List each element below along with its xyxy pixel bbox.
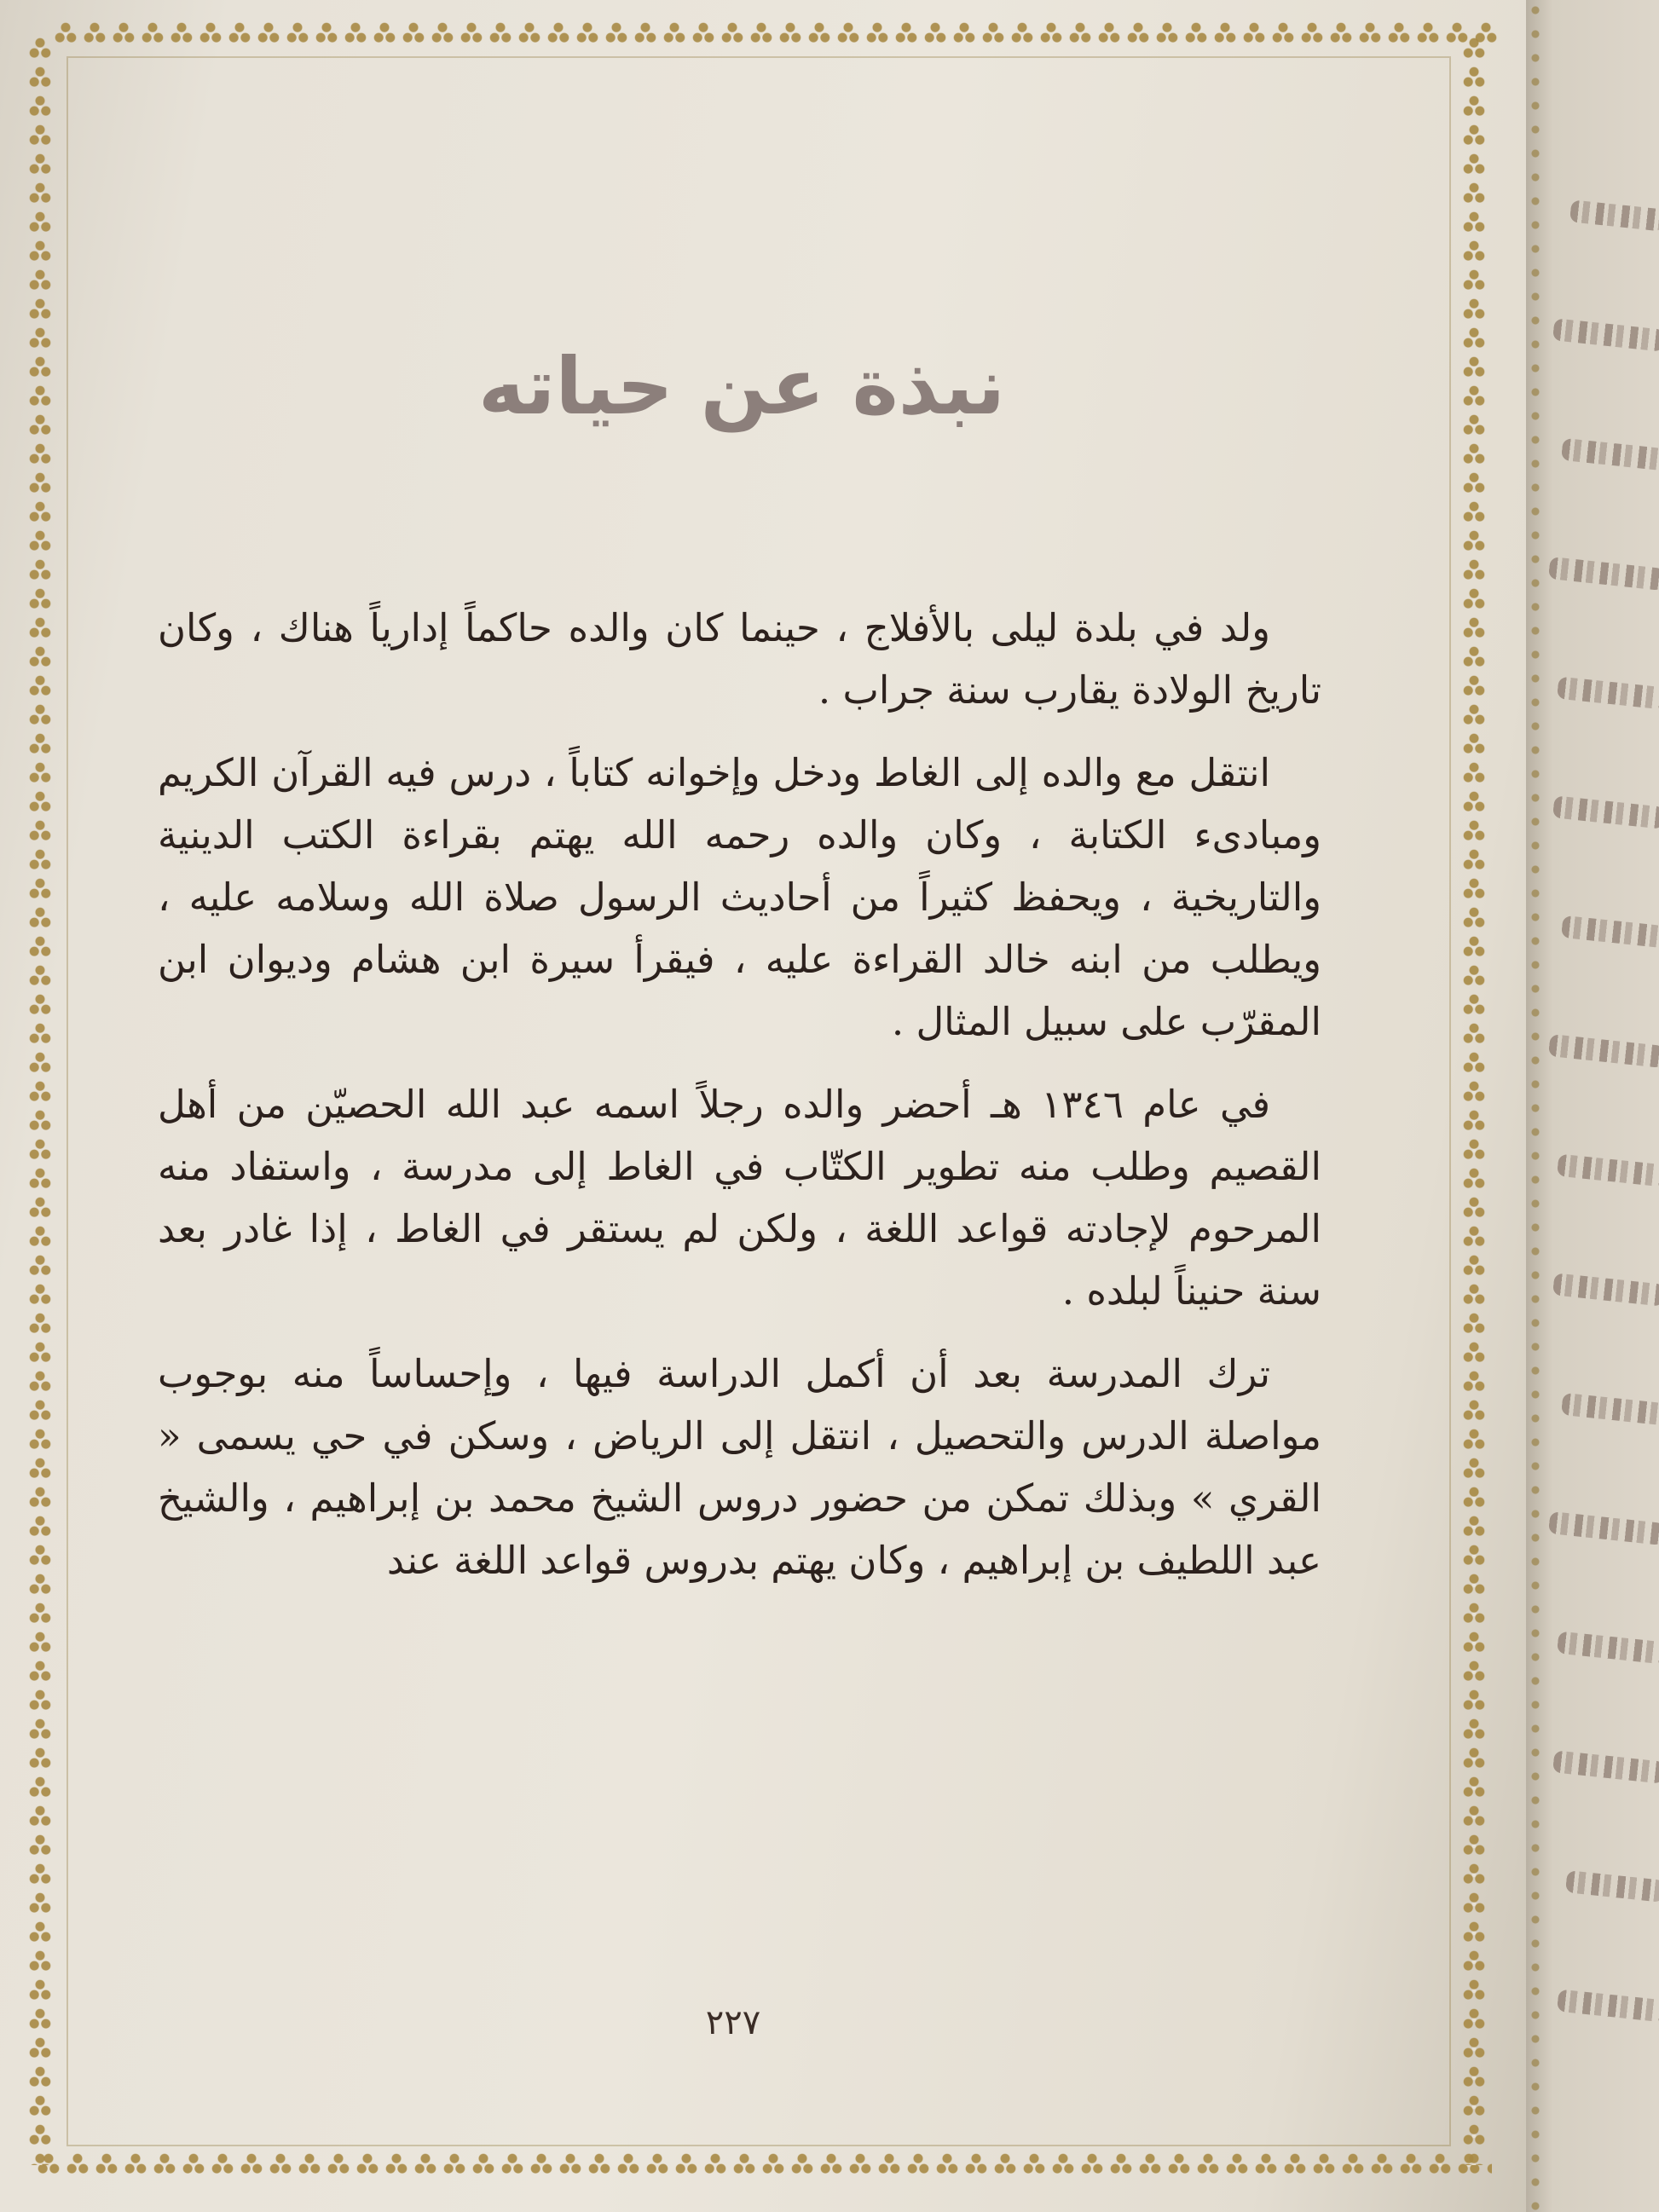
paragraph: ترك المدرسة بعد أن أكمل الدراسة فيها ، وإحساساً منه بوجوب مواصلة الدرس والتحصيل ، انتقل إلى الرياض ، وسكن في حي يسمى « القري » وبذلك تمكن من حضور دروس الشيخ محمد بن إبراهيم ، والشيخ عبد اللطيف بن إبراهيم ، وكان يهتم بدروس قواعد اللغة عند <box>158 1351 1321 1583</box>
adjacent-page-text-line <box>1552 318 1659 351</box>
ornamental-border-bottom <box>34 2150 1492 2179</box>
paragraph: ولد في بلدة ليلى بالأفلاج ، حينما كان والده حاكماً إدارياً هناك ، وكان تاريخ الولادة يقارب سنة جراب . <box>158 605 1321 713</box>
chapter-title: نبذة عن حياته <box>478 341 1005 432</box>
adjacent-page-text-line <box>1561 915 1659 948</box>
adjacent-page-text-line <box>1552 795 1659 829</box>
adjacent-page-text-line <box>1565 1870 1659 1903</box>
paragraph: في عام ١٣٤٦ هـ أحضر والده رجلاً اسمه عبد الله الحصيّن من أهل القصيم وطلب منه تطوير الكتّاب في الغاط إلى مدرسة ، واستفاد منه المرحوم لإجادته قواعد اللغة ، ولكن لم يستقر في الغاط ، إذا غادر بعد سنة حنيناً لبلده . <box>158 1082 1321 1314</box>
adjacent-page-text-line <box>1569 199 1659 231</box>
adjacent-page-text-line <box>1561 1393 1659 1425</box>
paragraph: انتقل مع والده إلى الغاط ودخل وإخوانه كتاباً ، درس فيه القرآن الكريم ومبادىء الكتابة ، وكان والده رحمه الله يهتم بقراءة الكتب الدينية والتاريخية ، ويحفظ كثيراً من أحاديث الرسول صلاة الله وسلامه عليه ، ويطلب من ابنه خالد القراءة عليه ، فيقرأ سيرة ابن هشام وديوان ابن المقرّب على سبيل المثال . <box>158 750 1321 1044</box>
adjacent-page-ornament <box>1529 0 1541 2212</box>
adjacent-page-text-line <box>1548 1511 1659 1545</box>
body-text <box>158 597 1321 1612</box>
adjacent-page-text-line <box>1552 1750 1659 1783</box>
adjacent-page-text-line <box>1552 1273 1659 1306</box>
ornamental-border-left <box>26 34 55 2165</box>
page-number: ٢٢٧ <box>705 2003 761 2042</box>
adjacent-page-text-line <box>1548 1034 1659 1068</box>
adjacent-page-text-line <box>1557 1632 1659 1665</box>
adjacent-page-text-line <box>1557 677 1659 710</box>
ornamental-border-top <box>51 19 1500 48</box>
adjacent-page-text-line <box>1548 557 1659 591</box>
adjacent-page-text-line <box>1561 438 1659 471</box>
adjacent-page-edge <box>1526 0 1659 2212</box>
ornamental-border-right <box>1460 34 1488 2165</box>
adjacent-page-text-line <box>1557 1154 1659 1187</box>
adjacent-page-text-line <box>1557 1990 1659 2023</box>
